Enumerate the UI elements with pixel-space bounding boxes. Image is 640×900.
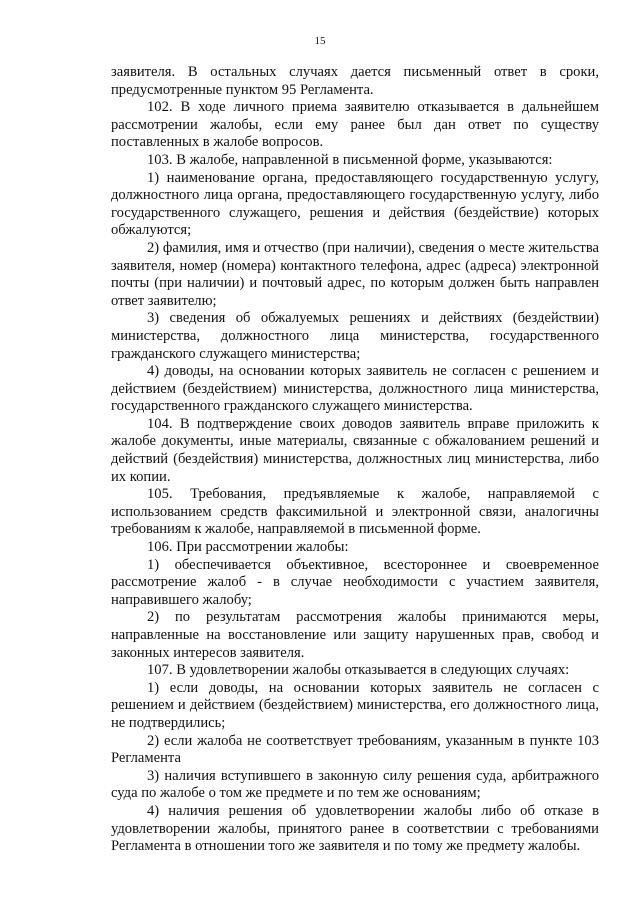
paragraph: 103. В жалобе, направленной в письменной форме, указываются: <box>147 151 553 168</box>
paragraph: 1) если доводы, на основании которых заявитель не согласен с решением и действием (бездействием) министерства, его должностного лица, не подтвердились; <box>111 679 599 731</box>
paragraph: 106. При рассмотрении жалобы: <box>147 539 349 556</box>
document-body <box>111 64 599 856</box>
paragraph: 1) наименование органа, предоставляющего государственную услугу, должностного лица органа, предоставляющего государственную услугу, либо государственного служащего, решения и действия (бездействие) которых обжалуются; <box>111 169 599 239</box>
paragraph: 1) обеспечивается объективное, всестороннее и своевременное рассмотрение жалоб - в случае необходимости с участием заявителя, направившего жалобу; <box>111 556 599 608</box>
paragraph: 2) фамилия, имя и отчество (при наличии), сведения о месте жительства заявителя, номер (номера) контактного телефона, адрес (адреса) электронной почты (при наличии) и почтовый адрес, по которым должен быть направлен ответ заявителю; <box>111 239 599 309</box>
page-number: 15 <box>314 35 326 47</box>
paragraph: 105. Требования, предъявляемые к жалобе, направляемой с использованием средств факсимильной и электронной связи, аналогичны требованиям к жалобе, направляемой в письменной форме. <box>111 486 599 538</box>
paragraph: 2) если жалоба не соответствует требованиям, указанным в пункте 103 Регламента <box>111 732 599 767</box>
paragraph: 2) по результатам рассмотрения жалобы принимаются меры, направленные на восстановление или защиту нарушенных прав, свобод и законных интересов заявителя. <box>111 609 599 661</box>
paragraph: заявителя. В остальных случаях дается письменный ответ в сроки, предусмотренные пунктом 95 Регламента. <box>111 64 599 98</box>
paragraph: 3) наличия вступившего в законную силу решения суда, арбитражного суда по жалобе о том же предмете и по тем же основаниям; <box>111 767 599 802</box>
paragraph: 102. В ходе личного приема заявителю отказывается в дальнейшем рассмотрении жалобы, если ему ранее был дан ответ по существу поставленных в жалобе вопросов. <box>111 99 599 151</box>
paragraph: 104. В подтверждение своих доводов заявитель вправе приложить к жалобе документы, иные материалы, связанные с обжалованием решений и действий (бездействия) министерства, должностных лиц министерства, либо их копии. <box>111 415 599 485</box>
paragraph: 3) сведения об обжалуемых решениях и действиях (бездействии) министерства, должностного лица министерства, государственного гражданского служащего министерства; <box>111 310 599 362</box>
paragraph: 107. В удовлетворении жалобы отказывается в следующих случаях: <box>147 662 570 679</box>
paragraph: 4) наличия решения об удовлетворении жалобы либо об отказе в удовлетворении жалобы, принятого ранее в соответствии с требованиями Регламента в отношении того же заявителя и по тому же предмету жалобы. <box>111 802 599 855</box>
paragraph: 4) доводы, на основании которых заявитель не согласен с решением и действием (бездействием) министерства, должностного лица министерства, государственного гражданского служащего министерства. <box>111 363 599 415</box>
